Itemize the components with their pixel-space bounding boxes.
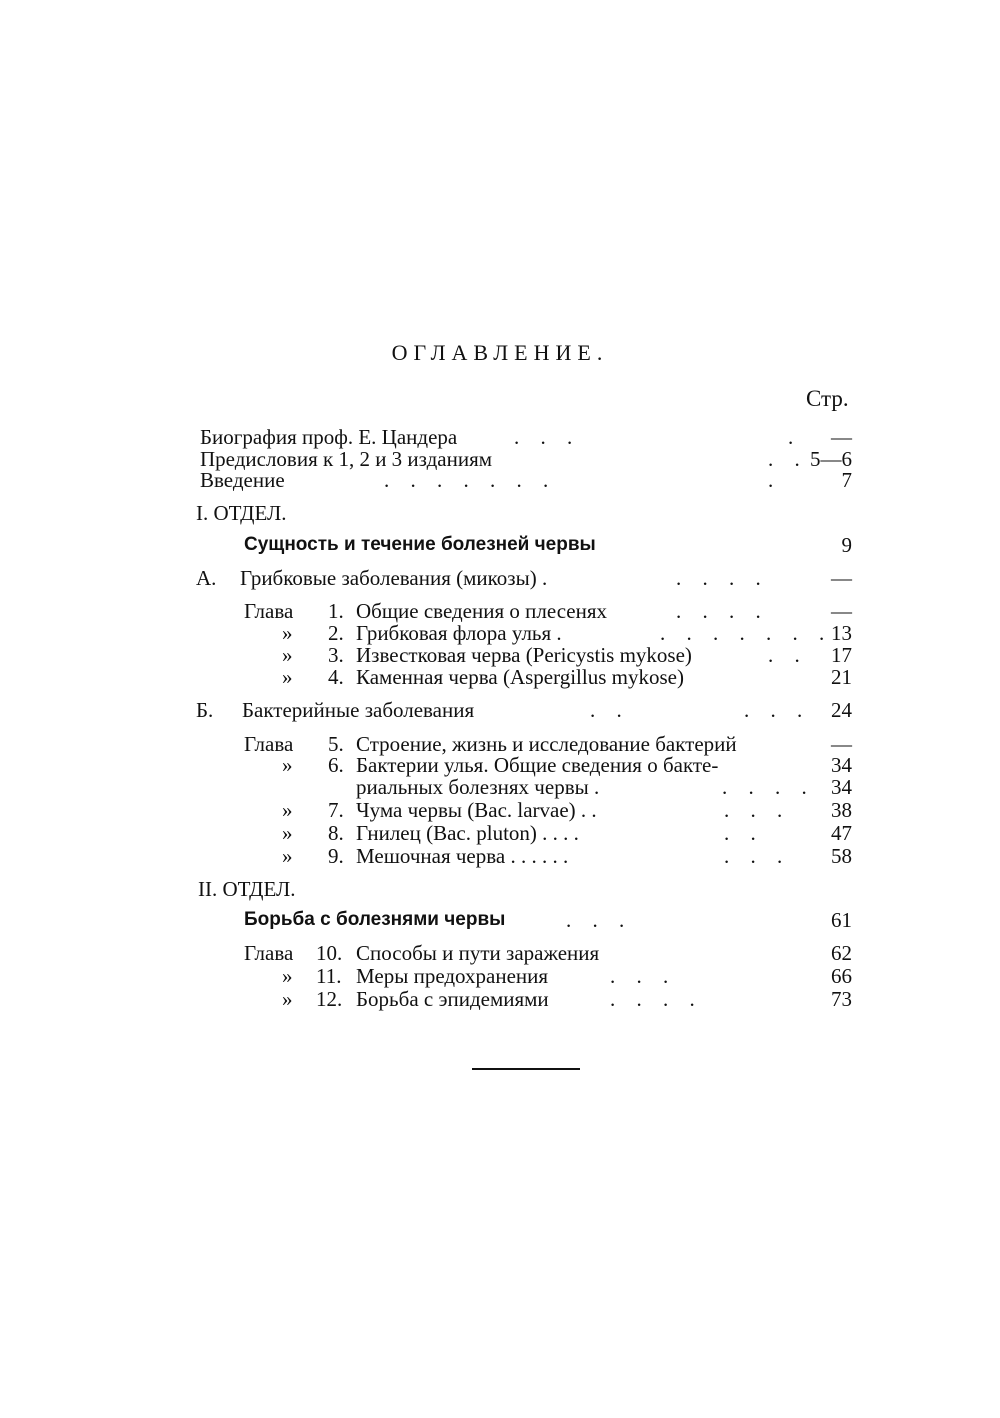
entry-text: Предисловия к 1, 2 и 3 изданиям	[200, 447, 493, 471]
section-entry[interactable]	[0, 565, 1000, 591]
entry-text: Гнилец (Bac. pluton) . . . .	[356, 821, 579, 845]
chapter-prefix: Глава	[244, 732, 294, 756]
entry-text: Общие сведения о плесенях	[356, 599, 607, 623]
subtitle-text: Борьба с болезнями червы	[244, 909, 506, 930]
closing-rule	[472, 1068, 580, 1070]
part-subtitle[interactable]	[0, 907, 1000, 933]
entry-page: 21	[831, 665, 852, 689]
part-heading	[0, 876, 1000, 902]
entry-leader: . .	[768, 643, 808, 667]
chapter-number: 11.	[316, 964, 342, 988]
entry-page: 34	[831, 775, 852, 799]
chapter-number: 9.	[328, 844, 344, 868]
entry-leader: . . . .	[676, 566, 769, 590]
chapter-prefix: »	[282, 753, 293, 777]
entry-text: Введение	[200, 468, 285, 492]
entry-page: 47	[831, 821, 852, 845]
chapter-number: 3.	[328, 643, 344, 667]
section-letter: Б.	[196, 698, 214, 722]
chapter-prefix: Глава	[244, 599, 294, 623]
chapter-prefix: »	[282, 964, 293, 988]
entry-leader: . . . .	[722, 775, 815, 799]
entry-leader: . . .	[744, 698, 811, 722]
entry-text: Каменная черва (Aspergillus mykose)	[356, 665, 684, 689]
chapter-number: 5.	[328, 732, 344, 756]
part-heading	[0, 500, 1000, 526]
entry-text: Чума червы (Bac. larvae) . .	[356, 798, 597, 822]
entry-page: —	[831, 599, 852, 623]
chapter-prefix: »	[282, 821, 293, 845]
chapter-entry[interactable]	[0, 664, 1000, 690]
entry-page: 58	[831, 844, 852, 868]
entry-page: —	[831, 732, 852, 756]
entry-leader: .	[768, 468, 774, 492]
part-heading-text: I. ОТДЕЛ.	[196, 501, 287, 525]
entry-leader: . . .	[724, 798, 791, 822]
section-entry[interactable]	[0, 697, 1000, 723]
chapter-prefix: »	[282, 643, 293, 667]
entry-text: Биография проф. Е. Цандера	[200, 425, 458, 449]
entry-text: Бактерии улья. Общие сведения о бакте-	[356, 753, 719, 777]
entry-text: риальных болезнях червы .	[356, 775, 600, 799]
entry-page: 34	[831, 753, 852, 777]
entry-leader: . . .	[514, 425, 581, 449]
entry-leader: . . .	[724, 844, 791, 868]
entry-text: Меры предохранения	[356, 964, 549, 988]
chapter-entry[interactable]	[0, 843, 1000, 869]
chapter-prefix: »	[282, 844, 293, 868]
entry-leader: . . .	[566, 908, 633, 932]
chapter-number: 7.	[328, 798, 344, 822]
entry-text: Способы и пути заражения	[356, 941, 600, 965]
part-subtitle[interactable]	[0, 532, 1000, 558]
page-title: ОГЛАВЛЕНИЕ.	[391, 340, 609, 365]
page-column-label: Стр.	[806, 386, 849, 411]
entry-text: Строение, жизнь и исследование бактерий	[356, 732, 737, 756]
entry-page: —	[831, 425, 852, 449]
chapter-number: 4.	[328, 665, 344, 689]
entry-leader: . . . .	[676, 599, 769, 623]
subtitle-text: Сущность и течение болезней червы	[244, 534, 596, 555]
chapter-number: 2.	[328, 621, 344, 645]
chapter-number: 1.	[328, 599, 344, 623]
entry-page: 66	[831, 964, 852, 988]
entry-leader: . .	[590, 698, 630, 722]
entry-page: 7	[841, 468, 852, 492]
chapter-prefix: »	[282, 798, 293, 822]
entry-text: Грибковые заболевания (микозы) .	[240, 566, 548, 590]
entry-page: 62	[831, 941, 852, 965]
chapter-entry[interactable]	[0, 986, 1000, 1012]
entry-text: Мешочная черва . . . . . .	[356, 844, 569, 868]
section-letter: А.	[196, 566, 217, 590]
entry-page: 13	[831, 621, 852, 645]
chapter-number: 10.	[316, 941, 343, 965]
entry-leader: . . .	[610, 964, 677, 988]
chapter-number: 12.	[316, 987, 343, 1011]
entry-page: 17	[831, 643, 852, 667]
chapter-prefix: »	[282, 621, 293, 645]
entry-leader: .	[788, 425, 794, 449]
entry-page: —	[831, 566, 852, 590]
entry-text: Грибковая флора улья .	[356, 621, 562, 645]
toc-entry[interactable]	[0, 467, 1000, 493]
entry-text: Известковая черва (Pericystis mykose)	[356, 643, 692, 667]
entry-page: 9	[841, 533, 852, 557]
entry-page: 38	[831, 798, 852, 822]
entry-page: 5—6	[810, 447, 852, 471]
entry-leader: . . . . . . .	[660, 621, 833, 645]
entry-leader: . .	[724, 821, 764, 845]
entry-page: 61	[831, 908, 852, 932]
entry-page: 24	[831, 698, 852, 722]
chapter-prefix: »	[282, 987, 293, 1011]
entry-text: Бактерийные заболевания	[242, 698, 475, 722]
entry-leader: . .	[768, 447, 808, 471]
chapter-prefix: Глава	[244, 941, 294, 965]
entry-text: Борьба с эпидемиями	[356, 987, 549, 1011]
chapter-number: 8.	[328, 821, 344, 845]
chapter-prefix: »	[282, 665, 293, 689]
entry-leader: . . . .	[610, 987, 703, 1011]
part-heading-text: II. ОТДЕЛ.	[198, 877, 296, 901]
entry-page: 73	[831, 987, 852, 1011]
chapter-number: 6.	[328, 753, 344, 777]
entry-leader: . . . . . . .	[384, 468, 557, 492]
